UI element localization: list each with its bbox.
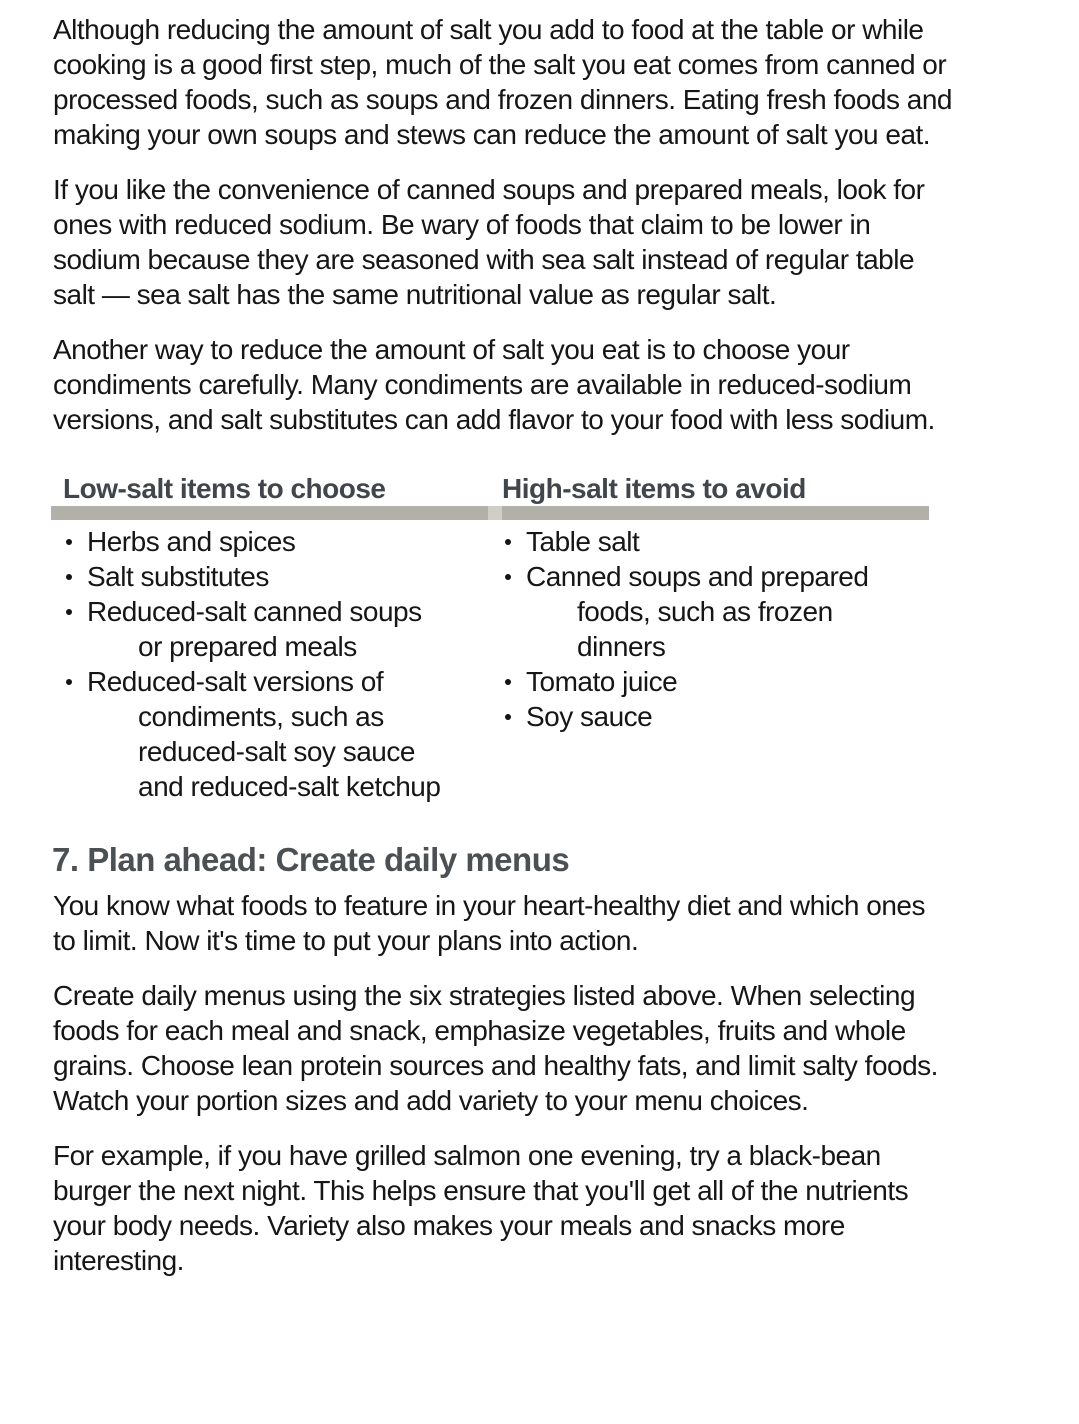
list-item — [51, 524, 490, 559]
paragraph — [53, 1138, 1079, 1278]
text-line: For example, if you have grilled salmon one evening, try a black-bean — [53, 1140, 881, 1171]
header-underline-bar-right — [502, 506, 929, 520]
list-item-text: reduced-salt soy sauce — [138, 736, 415, 767]
text-line: foods for each meal and snack, emphasize vegetables, fruits and whole — [53, 1015, 906, 1046]
paragraph — [53, 12, 1079, 152]
bullet-icon — [66, 574, 72, 580]
list-item — [490, 699, 929, 734]
list-item-text: Reduced-salt canned soups — [87, 596, 422, 627]
salt-comparison-table — [51, 471, 929, 804]
table-column-high-salt — [490, 524, 929, 804]
text-line: ones with reduced sodium. Be wary of foods that claim to be lower in — [53, 209, 871, 240]
text-line: condiments carefully. Many condiments are available in reduced-sodium — [53, 369, 912, 400]
list-item — [490, 524, 929, 559]
list-item-text: Soy sauce — [526, 701, 653, 732]
paragraph — [53, 888, 1079, 958]
list-item — [490, 559, 929, 664]
text-line: versions, and salt substitutes can add flavor to your food with less sodium. — [53, 404, 935, 435]
list-item-text: Table salt — [526, 526, 640, 557]
text-line: sodium because they are seasoned with sea salt instead of regular table — [53, 244, 915, 275]
bullet-icon — [505, 714, 511, 720]
bullet-icon — [66, 679, 72, 685]
header-underline-bar — [51, 506, 929, 520]
text-line: to limit. Now it's time to put your plans into action. — [53, 925, 639, 956]
text-line: interesting. — [53, 1245, 184, 1276]
list-item-text: Salt substitutes — [87, 561, 269, 592]
list-item — [51, 559, 490, 594]
table-body-row — [51, 524, 929, 804]
paragraph — [53, 332, 1079, 437]
list-item-text: or prepared meals — [138, 631, 357, 662]
text-line: You know what foods to feature in your heart-healthy diet and which ones — [53, 890, 925, 921]
text-line: processed foods, such as soups and frozen dinners. Eating fresh foods and — [53, 84, 952, 115]
list-item-text: dinners — [577, 631, 666, 662]
section-heading: 7. Plan ahead: Create daily menus — [52, 841, 570, 878]
text-line: grains. Choose lean protein sources and healthy fats, and limit salty foods. — [53, 1050, 938, 1081]
text-line: making your own soups and stews can reduce the amount of salt you eat. — [53, 119, 931, 150]
list-item — [51, 594, 490, 664]
bullet-icon — [66, 609, 72, 615]
bullet-icon — [66, 539, 72, 545]
text-line: If you like the convenience of canned soups and prepared meals, look for — [53, 174, 925, 205]
text-line: Another way to reduce the amount of salt you eat is to choose your — [53, 334, 850, 365]
bullet-icon — [505, 679, 511, 685]
text-line: your body needs. Variety also makes your meals and snacks more — [53, 1210, 845, 1241]
paragraph — [53, 172, 1079, 312]
text-line: cooking is a good first step, much of the salt you eat comes from canned or — [53, 49, 947, 80]
text-line: Create daily menus using the six strategies listed above. When selecting — [53, 980, 916, 1011]
list-item-text: Canned soups and prepared — [526, 561, 869, 592]
text-line: Although reducing the amount of salt you add to food at the table or while — [53, 14, 924, 45]
list-item-text: Herbs and spices — [87, 526, 296, 557]
list-item — [51, 664, 490, 804]
list-item-text: and reduced-salt ketchup — [138, 771, 441, 802]
text-line: Watch your portion sizes and add variety to your menu choices. — [53, 1085, 809, 1116]
list-item-text: Reduced-salt versions of — [87, 666, 384, 697]
column-header-high-salt: High-salt items to avoid — [502, 473, 806, 504]
bullet-icon — [505, 574, 511, 580]
list-item — [490, 664, 929, 699]
header-underline-bar-left — [51, 506, 488, 520]
paragraph — [53, 978, 1079, 1118]
column-header-low-salt: Low-salt items to choose — [63, 473, 386, 504]
table-column-low-salt — [51, 524, 490, 804]
list-item-text: Tomato juice — [526, 666, 678, 697]
list-item-text: condiments, such as — [138, 701, 384, 732]
text-line: burger the next night. This helps ensure that you'll get all of the nutrients — [53, 1175, 909, 1206]
bullet-icon — [505, 539, 511, 545]
text-line: salt — sea salt has the same nutritional value as regular salt. — [53, 279, 777, 310]
list-item-text: foods, such as frozen — [577, 596, 833, 627]
table-header-row — [51, 471, 929, 506]
